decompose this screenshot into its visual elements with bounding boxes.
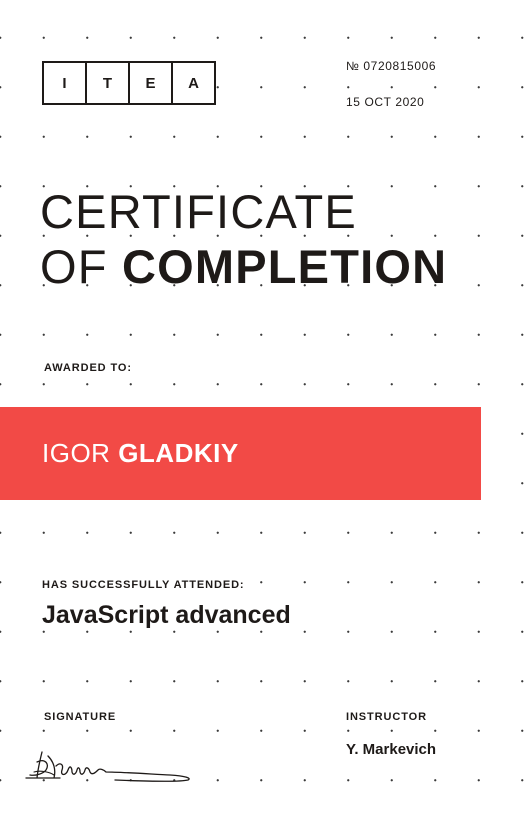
logo-letter: T [87, 63, 130, 103]
recipient-first-name: IGOR [42, 438, 111, 468]
recipient-name [42, 438, 239, 469]
signature-label: SIGNATURE [44, 711, 120, 723]
certificate-number: № 0720815006 [346, 59, 440, 73]
awarded-to-label: AWARDED TO: [44, 362, 136, 374]
recipient-banner [0, 407, 481, 500]
instructor-name: Y. Markevich [346, 741, 440, 758]
title-of: OF [40, 240, 108, 293]
course-name: JavaScript advanced [42, 601, 297, 630]
title-completion: COMPLETION [121, 240, 448, 293]
logo-letter: A [188, 74, 199, 92]
itea-logo [42, 61, 216, 105]
certificate-date: 15 OCT 2020 [346, 95, 428, 109]
logo-letter: E [130, 63, 173, 103]
instructor-label: INSTRUCTOR [346, 711, 431, 723]
handwritten-signature [20, 742, 195, 787]
attended-label: HAS SUCCESSFULLY ATTENDED: [42, 579, 248, 591]
certificate-title [40, 184, 447, 294]
title-line-2 [40, 239, 447, 294]
logo-letter: I [44, 63, 87, 103]
title-line-1: CERTIFICATE [40, 185, 357, 238]
recipient-last-name: GLADKIY [118, 438, 239, 468]
